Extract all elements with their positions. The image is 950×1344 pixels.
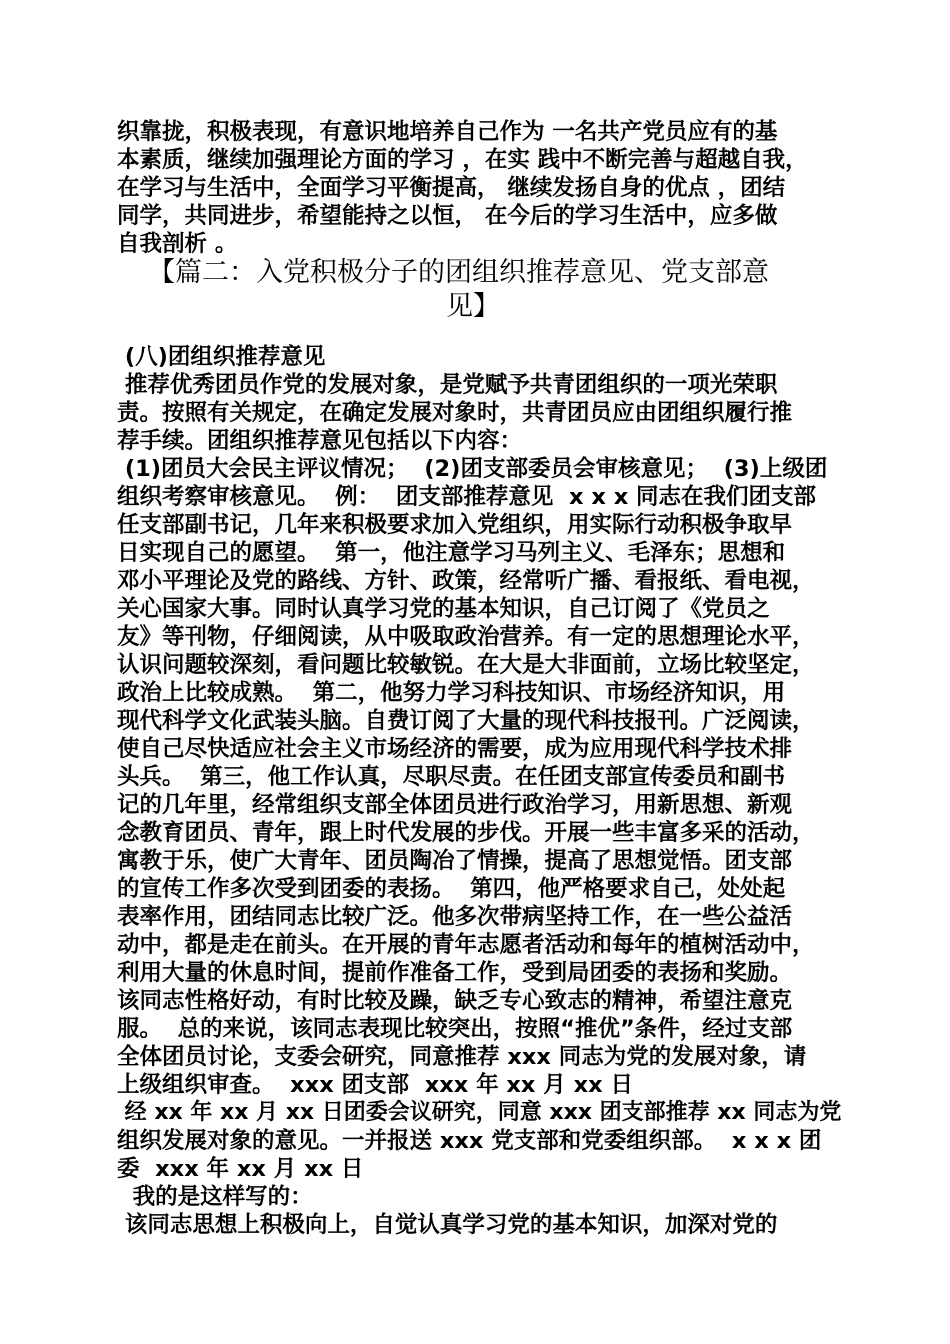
intro-line: 同学，共同进步，希望能持之以恒， 在今后的学习生活中，应多做 bbox=[117, 203, 778, 229]
body-line: 的宣传工作多次受到团委的表扬。 第四，他严格要求自己，处处起 bbox=[117, 876, 786, 902]
body-line: 荐手续。团组织推荐意见包括以下内容： bbox=[117, 428, 523, 454]
body-line: 我的是这样写的： bbox=[117, 1184, 313, 1210]
body-line: 组织发展对象的意见。一并报送 xxx 党支部和党委组织部。 x x x 团 bbox=[117, 1128, 822, 1154]
body-line: 记的几年里，经常组织支部全体团员进行政治学习，用新思想、新观 bbox=[117, 792, 793, 818]
body-line: 任支部副书记，几年来积极要求加入党组织，用实际行动积极争取早 bbox=[117, 512, 793, 538]
body-line: 友》等刊物，仔细阅读，从中吸取政治营养。有一定的思想理论水平， bbox=[117, 624, 815, 650]
body-line: 该同志性格好动，有时比较及躁，缺乏专心致志的精神，希望注意克 bbox=[117, 988, 793, 1014]
body-line: 推荐优秀团员作党的发展对象，是党赋予共青团组织的一项光荣职 bbox=[117, 372, 778, 398]
body-line: 全体团员讨论，支委会研究，同意推荐 xxx 同志为党的发展对象，请 bbox=[117, 1044, 807, 1070]
section-heading: 见】 bbox=[446, 291, 500, 322]
subheading: (八)团组织推荐意见 bbox=[117, 344, 326, 370]
body-line: 经 xx 年 xx 月 xx 日团委会议研究，同意 xxx 团支部推荐 xx 同志为党 bbox=[117, 1100, 842, 1125]
signature-line: 上级组织审查。 xxx 团支部 xxx 年 xx 月 xx 日 bbox=[117, 1072, 633, 1098]
body-line: (1)团员大会民主评议情况； (2)团支部委员会审核意见； (3)上级团 bbox=[117, 456, 828, 482]
body-line: 关心国家大事。同时认真学习党的基本知识，自己订阅了《党员之 bbox=[117, 596, 770, 622]
body-line: 动中，都是走在前头。在开展的青年志愿者活动和每年的植树活动中， bbox=[117, 932, 815, 958]
body-line: 念教育团员、青年，跟上时代发展的步伐。开展一些丰富多采的活动， bbox=[117, 820, 815, 846]
intro-line: 本素质，继续加强理论方面的学习 ，在实 践中不断完善与超越自我， bbox=[117, 147, 808, 173]
body-line: 该同志思想上积极向上，自觉认真学习党的基本知识，加深对党的 bbox=[117, 1212, 778, 1238]
body-line: 政治上比较成熟。 第二，他努力学习科技知识、市场经济知识，用 bbox=[117, 680, 786, 706]
intro-line: 自我剖析 。 bbox=[117, 231, 238, 257]
body-line: 表率作用，团结同志比较广泛。他多次带病坚持工作，在一些公益活 bbox=[117, 904, 793, 930]
body-line: 使自己尽快适应社会主义市场经济的需要，成为应用现代科学技术排 bbox=[117, 736, 793, 762]
body-line: 寓教于乐，使广大青年、团员陶冶了情操，提高了思想觉悟。团支部 bbox=[117, 848, 793, 874]
intro-line: 在学习与生活中，全面学习平衡提高， 继续发扬自身的优点 ，团结 bbox=[117, 175, 786, 201]
signature-line: 委 xxx 年 xx 月 xx 日 bbox=[117, 1156, 364, 1182]
body-line: 邓小平理论及党的路线、方针、政策，经常听广播、看报纸、看电视， bbox=[117, 568, 815, 594]
body-line: 日实现自己的愿望。 第一，他注意学习马列主义、毛泽东；思想和 bbox=[117, 540, 786, 566]
body-line: 头兵。 第三，他工作认真，尽职尽责。在任团支部宣传委员和副书 bbox=[117, 764, 786, 790]
body-line: 现代科学文化武装头脑。自费订阅了大量的现代科技报刊。广泛阅读， bbox=[117, 708, 815, 734]
body-line: 服。 总的来说，该同志表现比较突出，按照“推优”条件，经过支部 bbox=[117, 1016, 793, 1042]
intro-line: 织靠拢，积极表现，有意识地培养自己作为 一名共产党员应有的基 bbox=[117, 119, 778, 145]
body-line: 认识问题较深刻，看问题比较敏锐。在大是大非面前，立场比较坚定， bbox=[117, 652, 815, 678]
section-heading: 【篇二：入党积极分子的团组织推荐意见、党支部意 bbox=[148, 257, 769, 288]
body-line: 利用大量的休息时间，提前作准备工作，受到局团委的表扬和奖励。 bbox=[117, 960, 793, 986]
body-line: 组织考察审核意见。 例： 团支部推荐意见 x x x 同志在我们团支部 bbox=[117, 484, 817, 510]
body-line: 责。按照有关规定，在确定发展对象时，共青团员应由团组织履行推 bbox=[117, 400, 793, 426]
